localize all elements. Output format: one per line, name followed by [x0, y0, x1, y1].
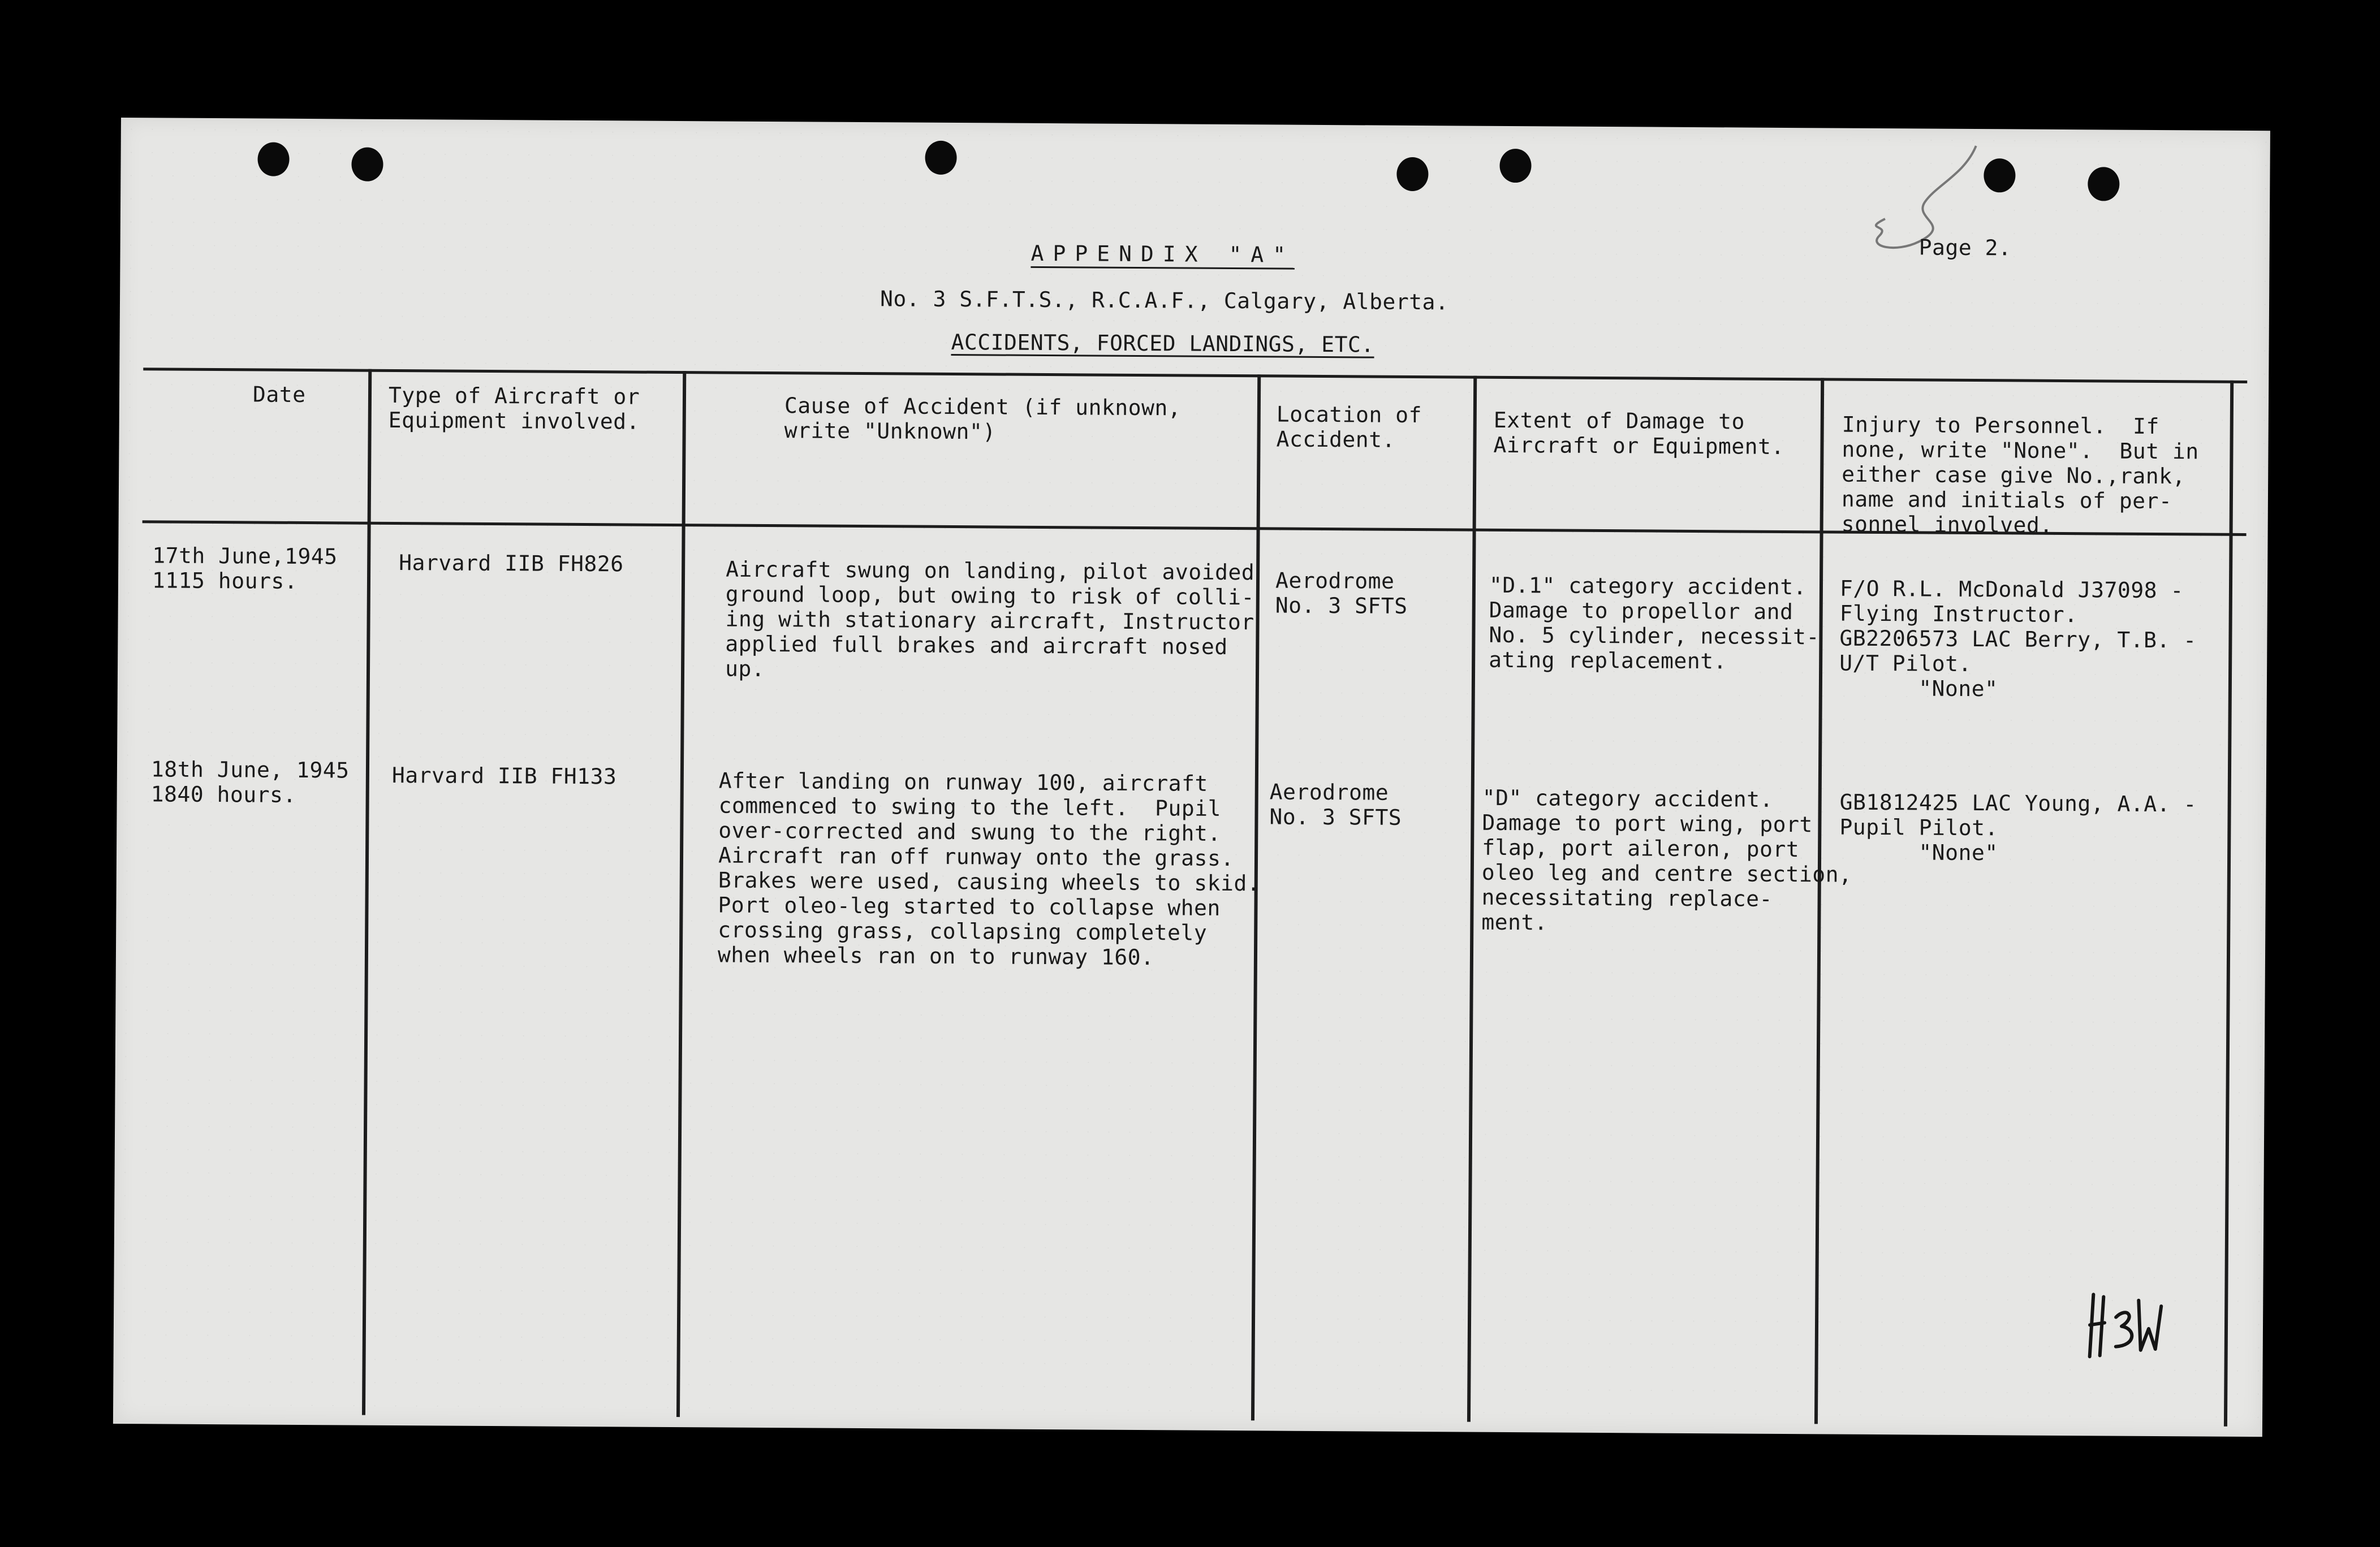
document-subtitle: ACCIDENTS, FORCED LANDINGS, ETC.: [951, 329, 1374, 357]
column-divider: [676, 371, 686, 1417]
column-header-damage: Extent of Damage to Aircraft or Equipment.: [1493, 407, 1784, 459]
row1-cause: Aircraft swung on landing, pilot avoided ground loop, but owing to risk of colli- ing with stationary aircraft, Instructor applied full brakes and aircraft nosed up.: [725, 556, 1255, 681]
page-number: Page 2.: [1918, 235, 2012, 261]
punch-hole: [925, 141, 956, 175]
column-header-location: Location of Accident.: [1276, 401, 1422, 452]
column-header-cause: Cause of Accident (if unknown, write "Unknown"): [784, 393, 1182, 444]
punch-hole: [1396, 157, 1428, 191]
appendix-title: APPENDIX "A": [1031, 240, 1295, 267]
row1-aircraft: Harvard IIB FH826: [399, 550, 624, 577]
row2-cause: After landing on runway 100, aircraft commenced to swing to the left. Pupil over-corrected and swung to the right. Aircraft ran off runway onto the grass. Brakes were used, causing wheels to skid. Port oleo-leg started to collapse when crossing grass, collapsing completely when wheels ran on to runway 160.: [717, 768, 1261, 970]
row1-date: 17th June,1945 1115 hours.: [152, 543, 338, 594]
row1-injury: F/O R.L. McDonald J37098 - Flying Instructor. GB2206573 LAC Berry, T.B. - U/T Pilot. "None": [1839, 576, 2197, 702]
column-header-aircraft: Type of Aircraft or Equipment involved.: [388, 382, 640, 434]
document-page: [113, 118, 2270, 1437]
punch-hole: [2088, 167, 2119, 201]
row1-damage: "D.1" category accident. Damage to propellor and No. 5 cylinder, necessit- ating replacement.: [1489, 572, 1820, 674]
punch-hole: [257, 142, 289, 176]
unit-line: No. 3 S.F.T.S., R.C.A.F., Calgary, Alberta.: [879, 286, 1449, 315]
column-header-injury: Injury to Personnel. If none, write "None". But in either case give No.,rank, name and initials of per- sonnel involved.: [1841, 412, 2199, 538]
row2-location: Aerodrome No. 3 SFTS: [1269, 779, 1402, 830]
row2-aircraft: Harvard IIB FH133: [391, 762, 617, 789]
handwritten-initials: [2082, 1283, 2167, 1368]
row2-damage: "D" category accident. Damage to port wing, port flap, port aileron, port oleo leg and centre section, necessitating replace- ment.: [1481, 785, 1852, 935]
column-header-date: Date: [252, 382, 306, 408]
punch-hole: [351, 147, 383, 181]
punch-hole: [1499, 149, 1531, 183]
punch-hole: [1984, 158, 2015, 192]
column-divider: [1467, 376, 1477, 1422]
row1-location: Aerodrome No. 3 SFTS: [1275, 568, 1408, 619]
row2-date: 18th June, 1945 1840 hours.: [150, 757, 350, 807]
column-divider: [362, 369, 372, 1415]
column-divider: [2224, 381, 2234, 1427]
table-top-rule: [143, 368, 2247, 383]
row2-injury: GB1812425 LAC Young, A.A. - Pupil Pilot. "None": [1839, 789, 2197, 866]
